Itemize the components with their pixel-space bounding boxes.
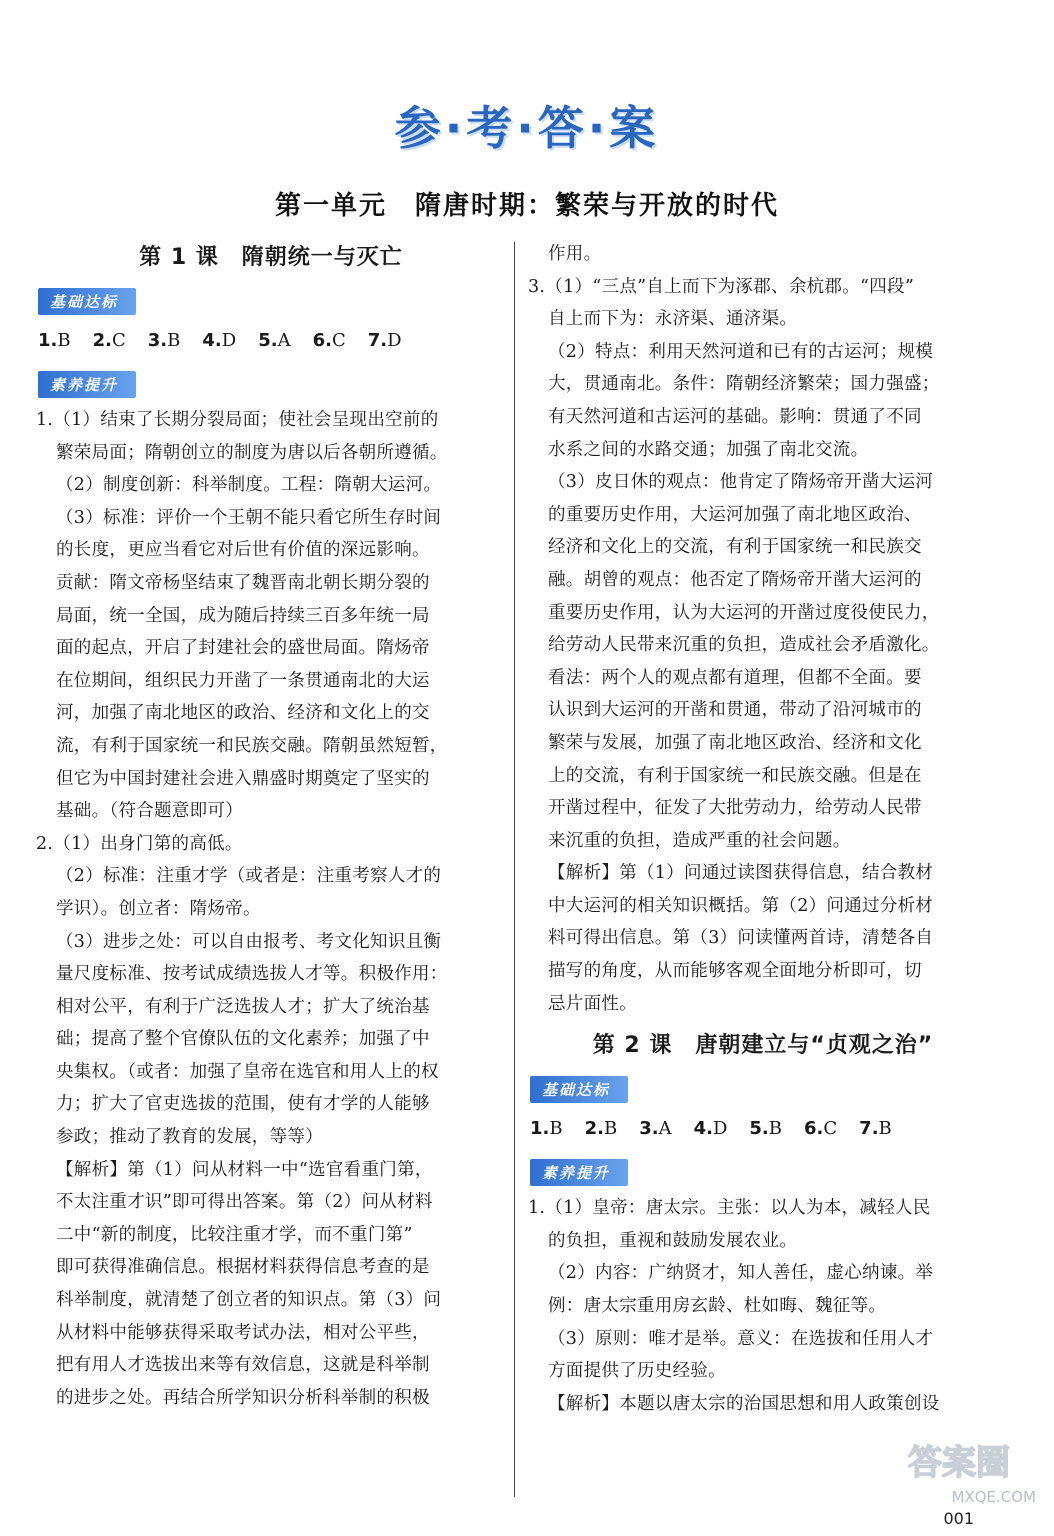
tag-advance-left: 素养提升	[38, 371, 136, 398]
answer-text-left	[36, 404, 506, 1414]
text-line: 参政；推动了教育的发展，等等）	[56, 1127, 323, 1148]
text-line: 河，加强了南北地区的政治、经济和文化上的交	[56, 703, 430, 724]
text-line: 科举制度，就清楚了创立者的知识点。第（3）问	[56, 1290, 442, 1311]
text-line: 融。胡曾的观点：他否定了隋炀帝开凿大运河的	[548, 569, 922, 590]
text-line: 量尺度标准、按考试成绩选拔人才等。积极作用：	[56, 964, 448, 985]
text-line: 基础。（符合题意即可）	[56, 801, 244, 822]
page-number: 001	[943, 1509, 974, 1528]
mc-answer: 1.B	[38, 330, 71, 351]
mc-answer: 5.B	[749, 1118, 783, 1140]
text-line: 央集权。（或者：加强了皇帝在选官和用人上的权	[56, 1061, 439, 1082]
text-line: 但它为中国封建社会进入鼎盛时期奠定了坚实的	[56, 768, 430, 789]
watermark-text: MXQE.COM	[951, 1488, 1036, 1506]
mc-answer: 4.D	[693, 1118, 728, 1140]
text-line: 把有用人才选拔出来等有效信息，这就是科举制	[56, 1355, 430, 1376]
watermark-logo-icon	[894, 1436, 1044, 1486]
mc-answer: 7.B	[859, 1118, 892, 1140]
unit-title: 第一单元 隋唐时期：繁荣与开放的时代	[274, 191, 779, 221]
text-line: 忌片面性。	[548, 993, 637, 1014]
text-line: 作用。	[548, 244, 602, 264]
text-line: 大，贯通南北。条件：隋朝经济繁荣；国力强盛；	[548, 374, 940, 395]
left-column	[36, 238, 506, 1414]
watermark	[894, 1436, 1044, 1506]
text-line: 料可得出信息。第（3）问读懂两首诗，清楚各自	[548, 928, 934, 949]
mc-answer: 6.C	[804, 1118, 838, 1140]
text-line: 【解析】本题以唐太宗的治国思想和用人政策创设	[548, 1393, 940, 1414]
text-line: 贡献：隋文帝杨坚结束了魏晋南北朝长期分裂的	[56, 572, 430, 593]
text-line: 3.（1）“三点”自上而下为涿郡、余杭郡。“四段”	[528, 276, 915, 297]
text-line: 的进步之处。再结合所学知识分析科举制的积极	[56, 1387, 430, 1408]
text-line: 开凿过程中，征发了大批劳动力，给劳动人民带	[548, 798, 922, 819]
text-line: 经济和文化上的交流，有利于国家统一和民族交	[548, 537, 922, 558]
text-line: 相对公平，有利于广泛选拔人才；扩大了统治基	[56, 996, 430, 1017]
mc-answer: 7.D	[367, 330, 402, 351]
text-line: （2）标准：注重才学（或者是：注重考察人才的	[56, 866, 442, 887]
mc-answer: 3.A	[639, 1118, 672, 1140]
mc-answer: 6.C	[312, 330, 346, 351]
text-line: 在位期间，组织民力开凿了一条贯通南北的大运	[56, 670, 430, 691]
text-line: 的重要历史作用，大运河加强了南北地区政治、	[548, 504, 922, 525]
text-line: 的长度，更应当看它对后世有价值的深远影响。	[56, 540, 430, 561]
text-line: 础；提高了整个官僚队伍的文化素养；加强了中	[56, 1029, 430, 1050]
text-line: 来沉重的负担，造成严重的社会问题。	[548, 830, 851, 851]
answer-text-right-top	[528, 238, 998, 1020]
text-line: 力；扩大了官吏选拔的范围，使有才学的人能够	[56, 1094, 430, 1115]
text-line: 2.（1）出身门第的高低。	[36, 833, 243, 854]
text-line: （3）标准：评价一个王朝不能只看它所生存时间	[56, 507, 442, 528]
main-title: 参·考·答·案	[394, 101, 660, 155]
answer-text-right-bottom	[528, 1192, 998, 1420]
column-divider	[514, 242, 515, 1497]
text-line: 【解析】第（1）问通过读图获得信息，结合教材	[548, 863, 934, 884]
text-line: 不太注重才识”即可得出答案。第（2）问从材料	[56, 1192, 433, 1213]
text-line: 上的交流，有利于国家统一和民族交融。但是在	[548, 765, 922, 786]
text-line: 局面，统一全国，成为随后持续三百多年统一局	[56, 605, 430, 626]
text-line: （3）进步之处：可以自由报考、考文化知识且衡	[56, 931, 442, 952]
mc-answers-lesson-2	[528, 1109, 998, 1149]
text-line: （3）皮日休的观点：他肯定了隋炀帝开凿大运河	[548, 472, 934, 493]
text-line: 重要历史作用，认为大运河的开凿过度役使民力，	[548, 602, 940, 623]
text-line: 有天然河道和古运河的基础。影响：贯通了不同	[548, 406, 922, 427]
mc-answer: 5.A	[258, 330, 291, 351]
mc-answer: 3.B	[147, 330, 181, 351]
text-line: 从材料中能够获得采取考试办法，相对公平些，	[56, 1322, 430, 1343]
text-line: 学识）。创立者：隋炀帝。	[56, 898, 261, 919]
text-line: 繁荣与发展，加强了南北地区政治、经济和文化	[548, 732, 922, 753]
text-line: 看法：两个人的观点都有道理，但都不全面。要	[548, 667, 922, 688]
text-line: 水系之间的水路交通；加强了南北交流。	[548, 439, 869, 460]
text-line: 自上而下为：永济渠、通济渠。	[548, 309, 798, 330]
text-line: （3）原则：唯才是举。意义：在选拔和任用人才	[548, 1328, 934, 1349]
text-line: 给劳动人民带来沉重的负担，造成社会矛盾激化。	[548, 635, 940, 656]
text-line: 认识到大运河的开凿和贯通，带动了沿河城市的	[548, 700, 922, 721]
text-line: 【解析】第（1）问从材料一中“选官看重门第，	[56, 1159, 433, 1180]
text-line: （2）内容：广纳贤才，知人善任，虚心纳谏。举	[548, 1263, 934, 1284]
text-line: 1.（1）皇帝：唐太宗。主张：以人为本，减轻人民	[528, 1198, 931, 1219]
text-line: 描写的角度，从而能够客观全面地分析即可，切	[548, 961, 922, 982]
lesson-2-title: 第 2 课 唐朝建立与“贞观之治”	[592, 1033, 934, 1059]
text-line: 例：唐太宗重用房玄龄、杜如晦、魏征等。	[548, 1296, 887, 1317]
text-line: （2）特点：利用天然河道和已有的古运河；规模	[548, 341, 934, 362]
tag-advance-right: 素养提升	[530, 1159, 628, 1186]
text-line: 繁荣局面；隋朝创立的制度为唐以后各朝所遵循。	[56, 442, 448, 463]
watermark-logo-text: 答案圈	[908, 1443, 1010, 1483]
tag-basic-left: 基础达标	[38, 288, 136, 315]
text-line: 中大运河的相关知识概括。第（2）问通过分析材	[548, 895, 934, 916]
text-line: 二中“新的制度，比较注重才学，而不重门第”	[56, 1224, 413, 1245]
mc-answers-lesson-1	[36, 321, 506, 361]
right-column	[528, 238, 998, 1420]
text-line: 即可获得准确信息。根据材料获得信息考查的是	[56, 1257, 430, 1278]
text-line: 流，有利于国家统一和民族交融。隋朝虽然短暂，	[56, 735, 448, 756]
text-line: 面的起点，开启了封建社会的盛世局面。隋炀帝	[56, 638, 430, 659]
mc-answer: 1.B	[530, 1118, 563, 1140]
text-line: 方面提供了历史经验。	[548, 1361, 726, 1382]
mc-answer: 4.D	[202, 330, 237, 351]
lesson-1-title: 第 1 课 隋朝统一与灭亡	[139, 245, 403, 270]
text-line: 的负担，重视和鼓励发展农业。	[548, 1230, 798, 1251]
text-line: 1.（1）结束了长期分裂局面；使社会呈现出空前的	[36, 410, 439, 430]
mc-answer: 2.C	[92, 330, 126, 351]
tag-basic-right: 基础达标	[530, 1076, 628, 1103]
mc-answer: 2.B	[584, 1118, 618, 1140]
text-line: （2）制度创新：科举制度。工程：隋朝大运河。	[56, 475, 442, 496]
